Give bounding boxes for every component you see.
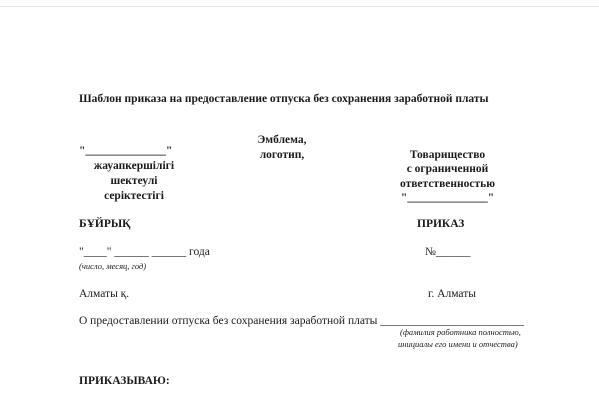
company-type-ru-line3: ответственностью (399, 178, 496, 190)
city-ru: г. Алматы (428, 288, 476, 300)
company-type-ru-line2: с ограниченной (406, 163, 489, 175)
company-type-kz-line2: шектеулі (110, 175, 158, 187)
order-heading-ru: ПРИКАЗ (417, 218, 465, 230)
company-type-kz-line1: жауапкершілігі (93, 160, 175, 172)
date-line: "____" ______ ______ года (79, 246, 210, 258)
city-kz: Алматы қ. (79, 288, 130, 300)
date-hint: (число, месяц, год) (79, 261, 147, 271)
order-number-line: №______ (425, 246, 471, 258)
order-subject: О предоставлении отпуска без сохранения заработной платы _________________________ (79, 315, 525, 327)
order-heading-kz: БҰЙРЫҚ (79, 218, 131, 230)
employee-name-hint-line2: инициалы его имени и отчества) (398, 339, 518, 349)
emblem-label: Эмблема, (257, 134, 307, 146)
document-title: Шаблон приказа на предоставление отпуска без сохранения заработной платы (79, 93, 489, 105)
top-divider (0, 6, 599, 7)
company-type-kz-line3: серіктестігі (104, 190, 164, 202)
logo-label: логотип, (259, 149, 305, 161)
company-name-blank-ru: "______________" (400, 192, 495, 204)
company-type-ru-line1: Товарищество (409, 149, 486, 161)
order-word: ПРИКАЗЫВАЮ: (79, 375, 170, 387)
company-name-blank-kz: "______________" (79, 145, 173, 157)
employee-name-hint-line1: (фамилия работника полностью, (400, 327, 521, 337)
